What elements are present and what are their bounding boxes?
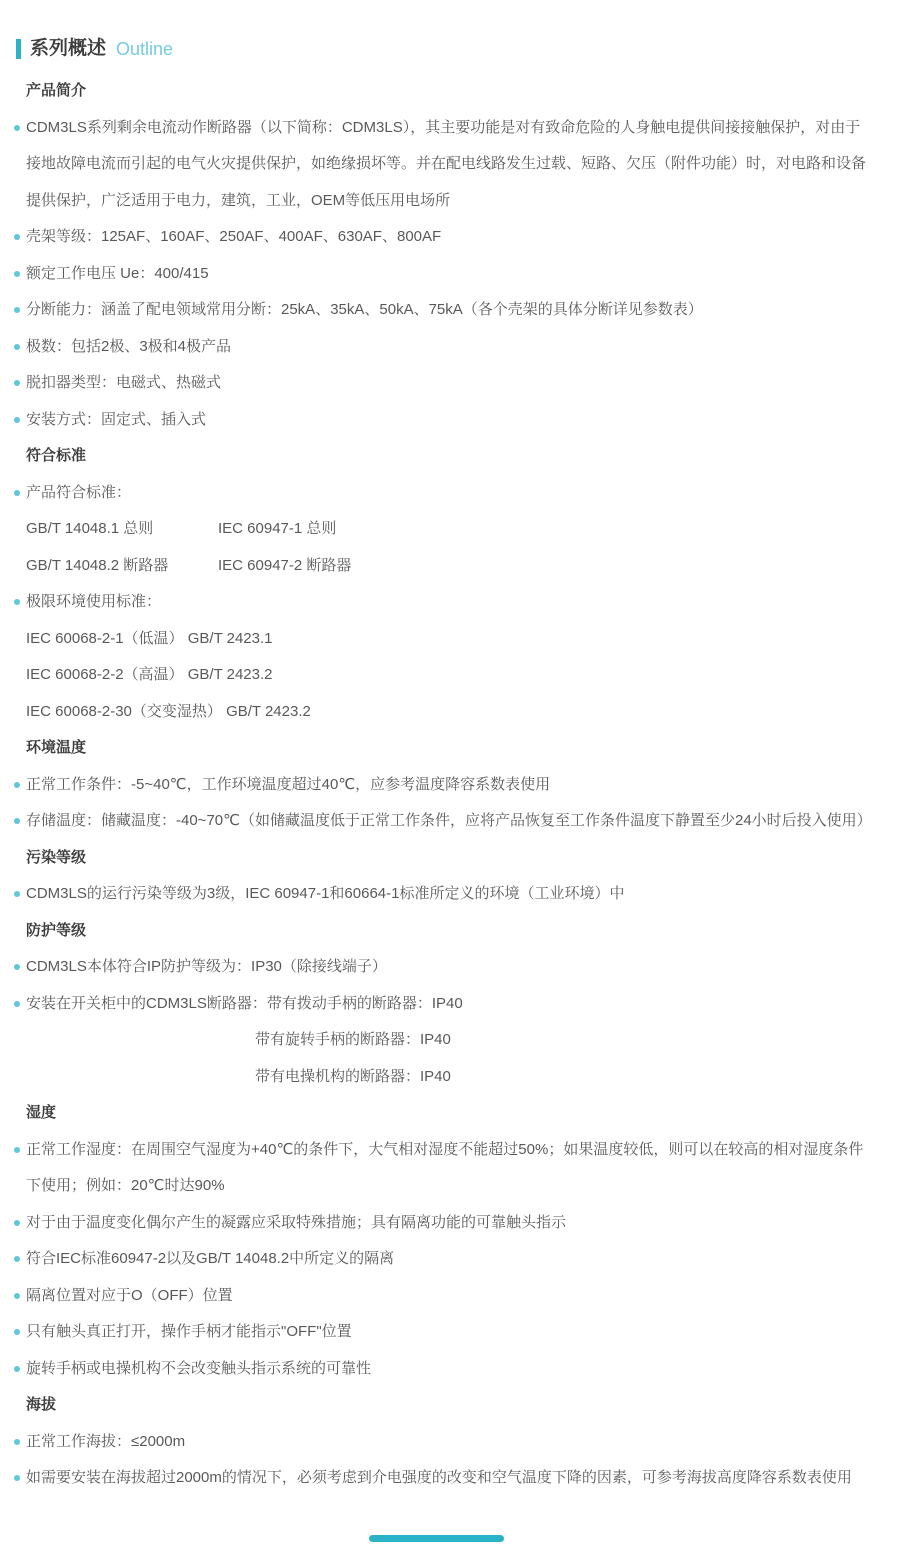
bullet-item — [26, 876, 870, 913]
indented-line: 带有电操机构的断路器：IP40 — [255, 1067, 451, 1085]
bullet-dot-icon — [14, 1147, 20, 1153]
bullet-text: 只有触头真正打开，操作手柄才能指示"OFF"位置 — [26, 1323, 352, 1340]
standards-row — [26, 511, 870, 548]
document-body — [26, 73, 870, 1497]
bullet-item — [26, 365, 870, 402]
bullet-dot-icon — [14, 599, 20, 605]
bullet-item — [26, 767, 870, 804]
header-accent-bar-icon — [16, 39, 21, 59]
bullet-dot-icon — [14, 1475, 20, 1481]
bullet-item — [26, 329, 870, 366]
standard-cell: GB/T 14048.2 断路器 — [26, 556, 169, 574]
bullet-text: CDM3LS系列剩余电流动作断路器（以下简称：CDM3LS），其主要功能是对有致命危险的人身触电提供间接接触保护，对由于接地故障电流而引起的电气火灾提供保护，如绝缘损坏等。并在配电线路发生过载、短路、欠压（附件功能）时，对电路和设备提供保护，广泛适用于电力，建筑，工业，OEM等低压用电场所 — [26, 118, 867, 209]
bullet-text: 隔离位置对应于O（OFF）位置 — [26, 1286, 233, 1304]
bullet-dot-icon — [14, 380, 20, 386]
bullet-dot-icon — [14, 307, 20, 313]
bullet-item — [26, 1278, 870, 1315]
section-heading: 环境温度 — [26, 739, 87, 756]
bullet-text: CDM3LS本体符合IP防护等级为：IP30（除接线端子） — [26, 958, 387, 975]
plain-line: IEC 60068-2-1（低温） GB/T 2423.1 — [26, 629, 273, 647]
standard-cell: GB/T 14048.1 总则 — [26, 520, 154, 537]
bullet-dot-icon — [14, 417, 20, 423]
bullet-dot-icon — [14, 344, 20, 350]
bullet-dot-icon — [14, 1366, 20, 1372]
bullet-item — [26, 949, 870, 986]
standard-cell: IEC 60947-2 断路器 — [218, 556, 352, 574]
bullet-dot-icon — [14, 1439, 20, 1445]
bullet-text: 符合IEC标准60947-2以及GB/T 14048.2中所定义的隔离 — [26, 1250, 395, 1267]
section-heading: 湿度 — [26, 1104, 57, 1121]
bullet-item — [26, 475, 870, 512]
bullet-text: 壳架等级：125AF、160AF、250AF、400AF、630AF、800AF — [26, 228, 442, 245]
standard-cell: IEC 60947-1 总则 — [218, 520, 337, 537]
bullet-dot-icon — [14, 271, 20, 277]
bullet-dot-icon — [14, 964, 20, 970]
bullet-text: 如需要安装在海拔超过2000m的情况下，必须考虑到介电强度的改变和空气温度下降的因素，可参考海拔高度降容系数表使用 — [26, 1469, 852, 1486]
bullet-item — [26, 110, 870, 220]
bullet-dot-icon — [14, 1329, 20, 1335]
bullet-dot-icon — [14, 1256, 20, 1262]
bullet-item — [26, 1424, 870, 1461]
bullet-dot-icon — [14, 1220, 20, 1226]
section-heading: 防护等级 — [26, 921, 87, 939]
bullet-item — [26, 402, 870, 439]
bullet-item — [26, 1132, 870, 1205]
bullet-text: 存储温度：储藏温度：-40~70℃（如储藏温度低于正常工作条件，应将产品恢复至工作条件温度下静置至少24小时后投入使用） — [26, 812, 872, 829]
bullet-text: 正常工作海拔：≤2000m — [26, 1432, 186, 1450]
bullet-item — [26, 219, 870, 256]
bullet-text: 额定工作电压 Ue：400/415 — [26, 264, 209, 282]
bullet-text: CDM3LS的运行污染等级为3级，IEC 60947-1和60664-1标准所定义的环境（工业环境）中 — [26, 885, 625, 902]
section-heading: 产品简介 — [26, 82, 87, 99]
bullet-text: 正常工作条件：-5~40℃，工作环境温度超过40℃，应参考温度降容系数表使用 — [26, 775, 551, 793]
section-heading: 污染等级 — [26, 848, 87, 866]
page-title-zh: 系列概述 — [30, 38, 107, 59]
bullet-text: 产品符合标准： — [26, 483, 132, 501]
bottom-scroll-indicator — [369, 1535, 504, 1542]
indented-line: 带有旋转手柄的断路器：IP40 — [255, 1031, 451, 1048]
bullet-text: 对于由于温度变化偶尔产生的凝露应采取特殊措施；具有隔离功能的可靠触头指示 — [26, 1213, 567, 1231]
bullet-item — [26, 1314, 870, 1351]
bullet-dot-icon — [14, 490, 20, 496]
section-heading: 符合标准 — [26, 447, 87, 464]
section-heading: 海拔 — [26, 1396, 57, 1413]
bullet-text: 安装方式：固定式、插入式 — [26, 410, 207, 428]
page-header — [16, 36, 900, 62]
bullet-item — [26, 292, 870, 329]
bullet-item — [26, 1241, 870, 1278]
plain-line: IEC 60068-2-2（高温） GB/T 2423.2 — [26, 666, 273, 683]
bullet-dot-icon — [14, 818, 20, 824]
bullet-text: 极限环境使用标准： — [26, 593, 162, 610]
bullet-text: 极数：包括2极、3极和4极产品 — [26, 337, 232, 355]
bullet-dot-icon — [14, 234, 20, 240]
bullet-text: 脱扣器类型：电磁式、热磁式 — [26, 374, 222, 391]
bullet-item — [26, 1351, 870, 1388]
bullet-dot-icon — [14, 1001, 20, 1007]
bullet-text: 安装在开关柜中的CDM3LS断路器：带有拨动手柄的断路器：IP40 — [26, 994, 463, 1012]
bullet-item — [26, 1205, 870, 1242]
bullet-item — [26, 803, 870, 840]
bullet-item — [26, 1460, 870, 1497]
bullet-dot-icon — [14, 125, 20, 131]
bullet-item — [26, 256, 870, 293]
page-title-en: Outline — [116, 39, 174, 59]
bullet-dot-icon — [14, 782, 20, 788]
bullet-text: 旋转手柄或电操机构不会改变触头指示系统的可靠性 — [26, 1359, 372, 1377]
bullet-dot-icon — [14, 891, 20, 897]
bullet-dot-icon — [14, 1293, 20, 1299]
standards-row — [26, 548, 870, 585]
plain-line: IEC 60068-2-30（交变湿热） GB/T 2423.2 — [26, 702, 311, 720]
bullet-item — [26, 986, 870, 1023]
bullet-item — [26, 584, 870, 621]
bullet-text: 分断能力：涵盖了配电领域常用分断：25kA、35kA、50kA、75kA（各个壳架的具体分断详见参数表） — [26, 301, 703, 318]
bullet-text: 正常工作湿度：在周围空气湿度为+40℃的条件下，大气相对湿度不能超过50%；如果温度较低，则可以在较高的相对湿度条件下使用；例如：20℃时达90% — [26, 1140, 864, 1194]
